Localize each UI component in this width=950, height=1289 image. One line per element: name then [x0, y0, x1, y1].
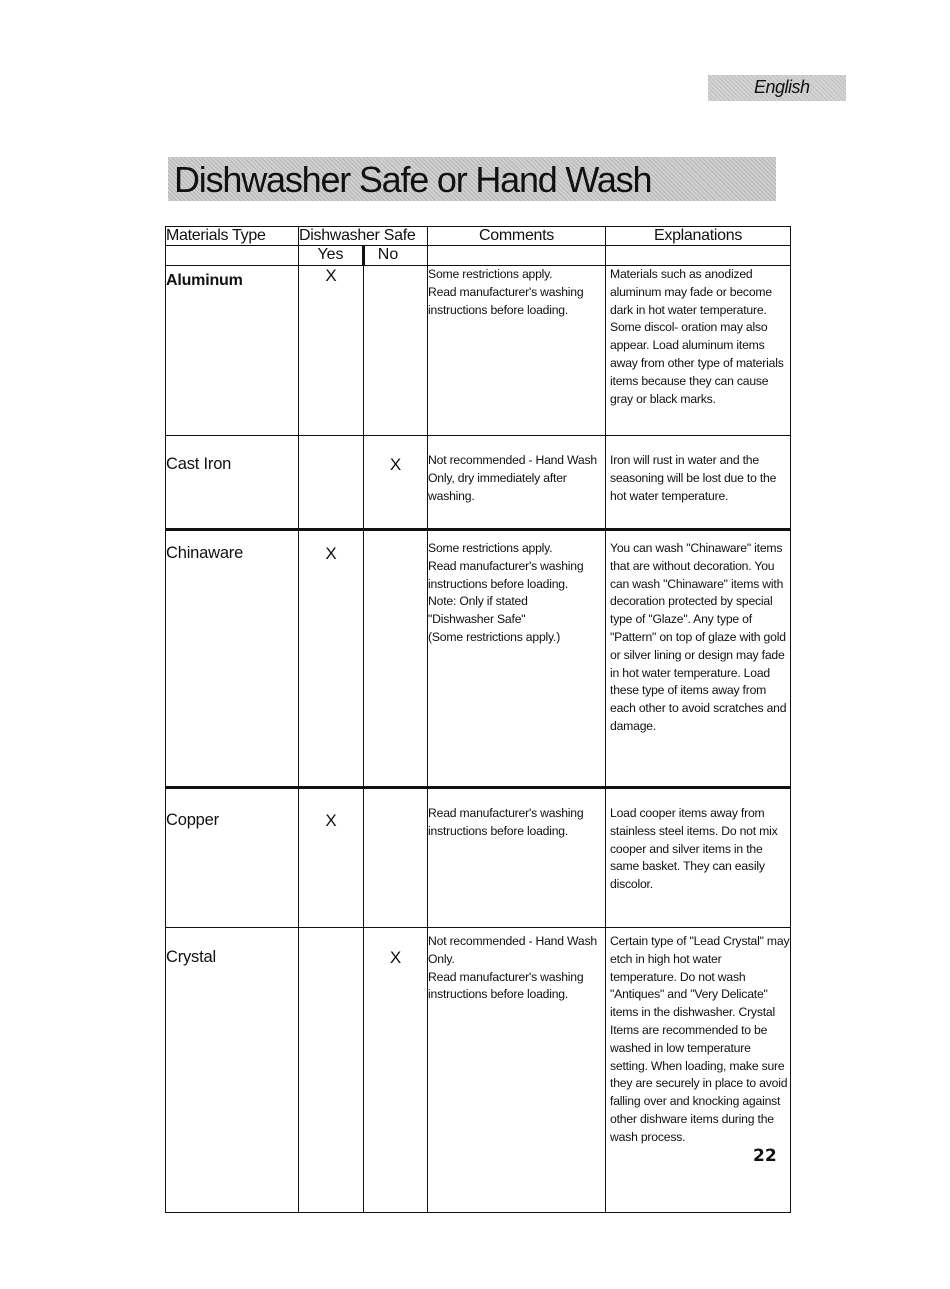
language-badge	[708, 75, 846, 101]
material-name: Aluminum	[166, 266, 299, 436]
comment-line: Read manufacturer's washing instructions before loading.	[428, 284, 584, 317]
dishwasher-safe-yes-mark: X	[299, 788, 364, 928]
dishwasher-safe-yes-mark	[299, 928, 364, 1213]
material-name: Crystal	[166, 928, 299, 1213]
table-subheader-row	[166, 246, 791, 266]
material-name: Cast Iron	[166, 436, 299, 530]
explanation-cell: Iron will rust in water and the seasoning will be lost due to the hot water temperature.	[606, 436, 791, 530]
explanation-cell: Certain type of "Lead Crystal" may etch in high hot water temperature. Do not wash "Antiques" and "Very Delicate" items in the dishwasher. Crystal Items are recommended to be washed in low temperature setting. When loading, make sure they are securely in place to avoid falling over and knocking against other dishware items during the wash process.	[606, 928, 791, 1213]
material-name: Chinaware	[166, 530, 299, 788]
comment-line: Read manufacturer's washing instructions before loading.	[428, 969, 584, 1002]
table-row	[166, 436, 791, 530]
header-comments: Comments	[428, 227, 606, 246]
dishwasher-safe-no-mark	[364, 266, 428, 436]
table-row	[166, 266, 791, 436]
comment-line: Note: Only if stated	[428, 594, 528, 609]
page-title: Dishwasher Safe or Hand Wash	[174, 159, 652, 200]
header-yes: Yes	[299, 246, 364, 266]
comments-cell	[428, 530, 606, 788]
dishwasher-safe-yes-mark: X	[299, 530, 364, 788]
dishwasher-safe-yes-mark: X	[299, 266, 364, 436]
comment-line: Read manufacturer's washing instructions before loading.	[428, 558, 584, 591]
table-row	[166, 928, 791, 1213]
explanation-cell: You can wash "Chinaware" items that are without decoration. You can wash "Chinaware" items with decoration protected by special type of "Glaze". Any type of "Pattern" on top of glaze with gold or silver lining or design may fade in hot water temperature. Load these type of items away from each other to avoid scratches and damage.	[606, 530, 791, 788]
header-no: No	[364, 246, 428, 266]
explanation-cell: Materials such as anodized aluminum may fade or become dark in hot water temperature. Some discol- oration may also appear. Load aluminum items away from other type of materials items because they can cause gray or black marks.	[606, 266, 791, 436]
subheader-blank	[606, 246, 791, 266]
subheader-blank	[166, 246, 299, 266]
dishwasher-safe-no-mark: X	[364, 436, 428, 530]
materials-table	[165, 226, 791, 1213]
table-row	[166, 788, 791, 928]
language-label: English	[754, 77, 810, 97]
comment-line: Some restrictions apply.	[428, 541, 553, 555]
page-number: 22	[753, 1146, 777, 1166]
explanation-cell: Load cooper items away from stainless steel items. Do not mix cooper and silver items in the same basket. They can easily discolor.	[606, 788, 791, 928]
header-materials-type: Materials Type	[166, 227, 299, 246]
comment-line: Read manufacturer's washing instructions before loading.	[428, 806, 584, 838]
dishwasher-safe-no-mark: X	[364, 928, 428, 1213]
dishwasher-safe-no-mark	[364, 788, 428, 928]
comments-cell	[428, 436, 606, 530]
header-dishwasher-safe: Dishwasher Safe	[299, 227, 428, 246]
dishwasher-safe-no-mark	[364, 530, 428, 788]
subheader-blank	[428, 246, 606, 266]
comment-line: (Some restrictions apply.)	[428, 629, 561, 644]
table-row	[166, 530, 791, 788]
comment-line: Some restrictions apply.	[428, 267, 553, 281]
material-name: Copper	[166, 788, 299, 928]
comments-cell	[428, 266, 606, 436]
comment-line: "Dishwasher Safe"	[428, 612, 526, 627]
comments-cell	[428, 788, 606, 928]
table-header-row	[166, 227, 791, 246]
dishwasher-safe-yes-mark	[299, 436, 364, 530]
comment-line: Not recommended - Hand Wash Only, dry immediately after washing.	[428, 453, 597, 503]
comment-line: Not recommended - Hand Wash Only.	[428, 934, 597, 966]
header-explanations: Explanations	[606, 227, 791, 246]
comments-cell	[428, 928, 606, 1213]
